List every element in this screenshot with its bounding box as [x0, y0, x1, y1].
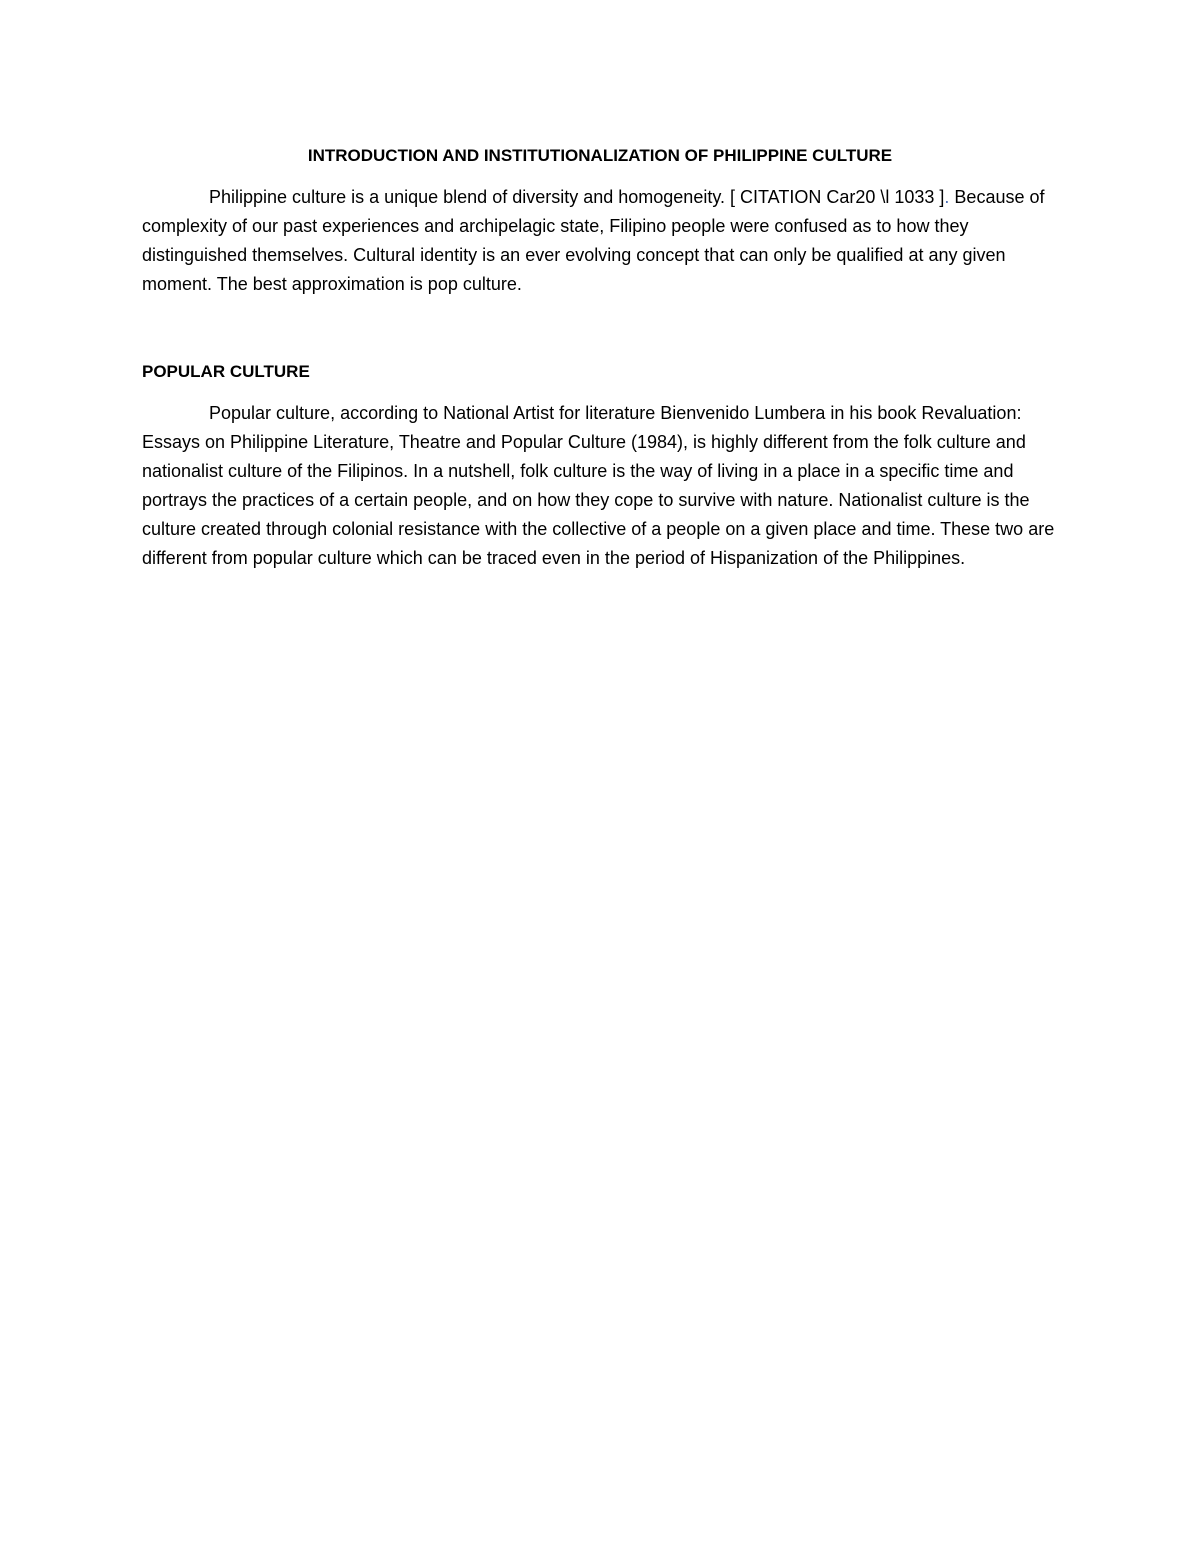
document-body	[142, 141, 1058, 573]
intro-text-start: Philippine culture is a unique blend of diversity and homogeneity.	[209, 187, 730, 207]
citation-dot: .	[944, 187, 950, 207]
section-heading-popular-culture: POPULAR CULTURE	[142, 362, 310, 381]
popular-culture-paragraph: Popular culture, according to National Artist for literature Bienvenido Lumbera in his book Revaluation: Essays on Philippine Literature, Theatre and Popular Culture (1984), is highly different from the folk culture and nationalist culture of the Filipinos. In a nutshell, folk culture is the way of living in a place in a specific time and portrays the practices of a certain people, and on how they cope to survive with nature. Nationalist culture is the culture created through colonial resistance with the collective of a people on a given place and time. These two are different from popular culture which can be traced even in the period of Hispanization of the Philippines.	[142, 403, 1055, 568]
intro-paragraph	[142, 183, 1058, 299]
document-title: INTRODUCTION AND INSTITUTIONALIZATION OF PHILIPPINE CULTURE	[307, 146, 893, 165]
intro-text-end: Because of complexity of our past experiences and archipelagic state, Filipino people were confused as to how they distinguished themselves. Cultural identity is an ever evolving concept that can only be qualified at any given moment. The best approximation is pop culture.	[142, 187, 1045, 294]
citation-field: [ CITATION Car20 \l 1033 ]	[730, 187, 945, 207]
